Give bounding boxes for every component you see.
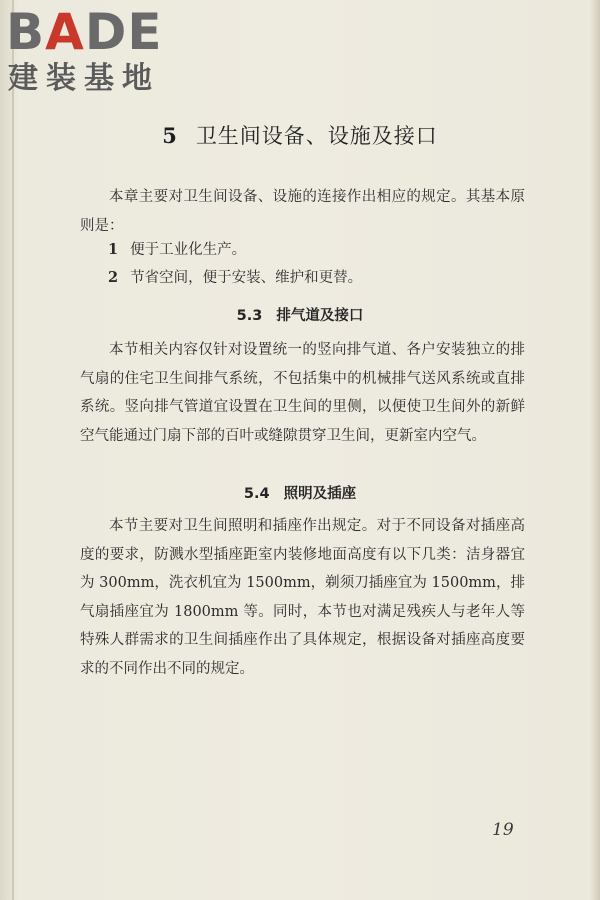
logo-subtitle: 建装基地 [8, 61, 160, 96]
page-number: 19 [492, 820, 514, 840]
section-number: 5.3 [236, 308, 263, 324]
list-item-number: 1 [108, 241, 119, 258]
logo-brand: BADE [6, 3, 163, 61]
list-item-text: 节省空间，便于安装、维护和更替。 [130, 270, 363, 286]
list-item [108, 236, 246, 264]
list-item-text: 便于工业化生产。 [130, 242, 247, 258]
section-number: 5.4 [243, 486, 270, 502]
section-5-3-body: 本节相关内容仅针对设置统一的竖向排气道、各户安装独立的排气扇的住宅卫生间排气系统，不包括集中的机械排气送风系统或直排系统。竖向排气管道宜设置在卫生间的里侧，以便使卫生间外的新鲜空气能通过门扇下部的百叶或缝隙贯穿卫生间，更新室内空气。 [80, 342, 525, 444]
list-item-number: 2 [108, 269, 119, 286]
section-title: 排气道及接口 [276, 308, 364, 324]
section-heading-5-4 [0, 482, 600, 503]
chapter-title: 卫生间设备、设施及接口 [195, 124, 438, 148]
chapter-heading [0, 120, 600, 150]
chapter-number: 5 [162, 123, 178, 148]
intro-paragraph: 本章主要对卫生间设备、设施的连接作出相应的规定。其基本原则是： [80, 189, 525, 234]
section-heading-5-3 [0, 304, 600, 325]
list-item [108, 264, 362, 292]
watermark-logo [6, 3, 176, 96]
section-title: 照明及插座 [283, 486, 357, 502]
section-5-4-body: 本节主要对卫生间照明和插座作出规定。对于不同设备对插座高度的要求，防溅水型插座距室内装修地面高度有以下几类：洁身器宜为 300mm，洗衣机宜为 1500mm，剃须刀插座宜为 1500mm，排气扇插座宜为 1800mm 等。同时，本节也对满足残疾人与老年人等特殊人群需求的卫生间插座作出了具体规定，根据设备对插座高度要求的不同作出不同的规定。 [80, 518, 525, 677]
